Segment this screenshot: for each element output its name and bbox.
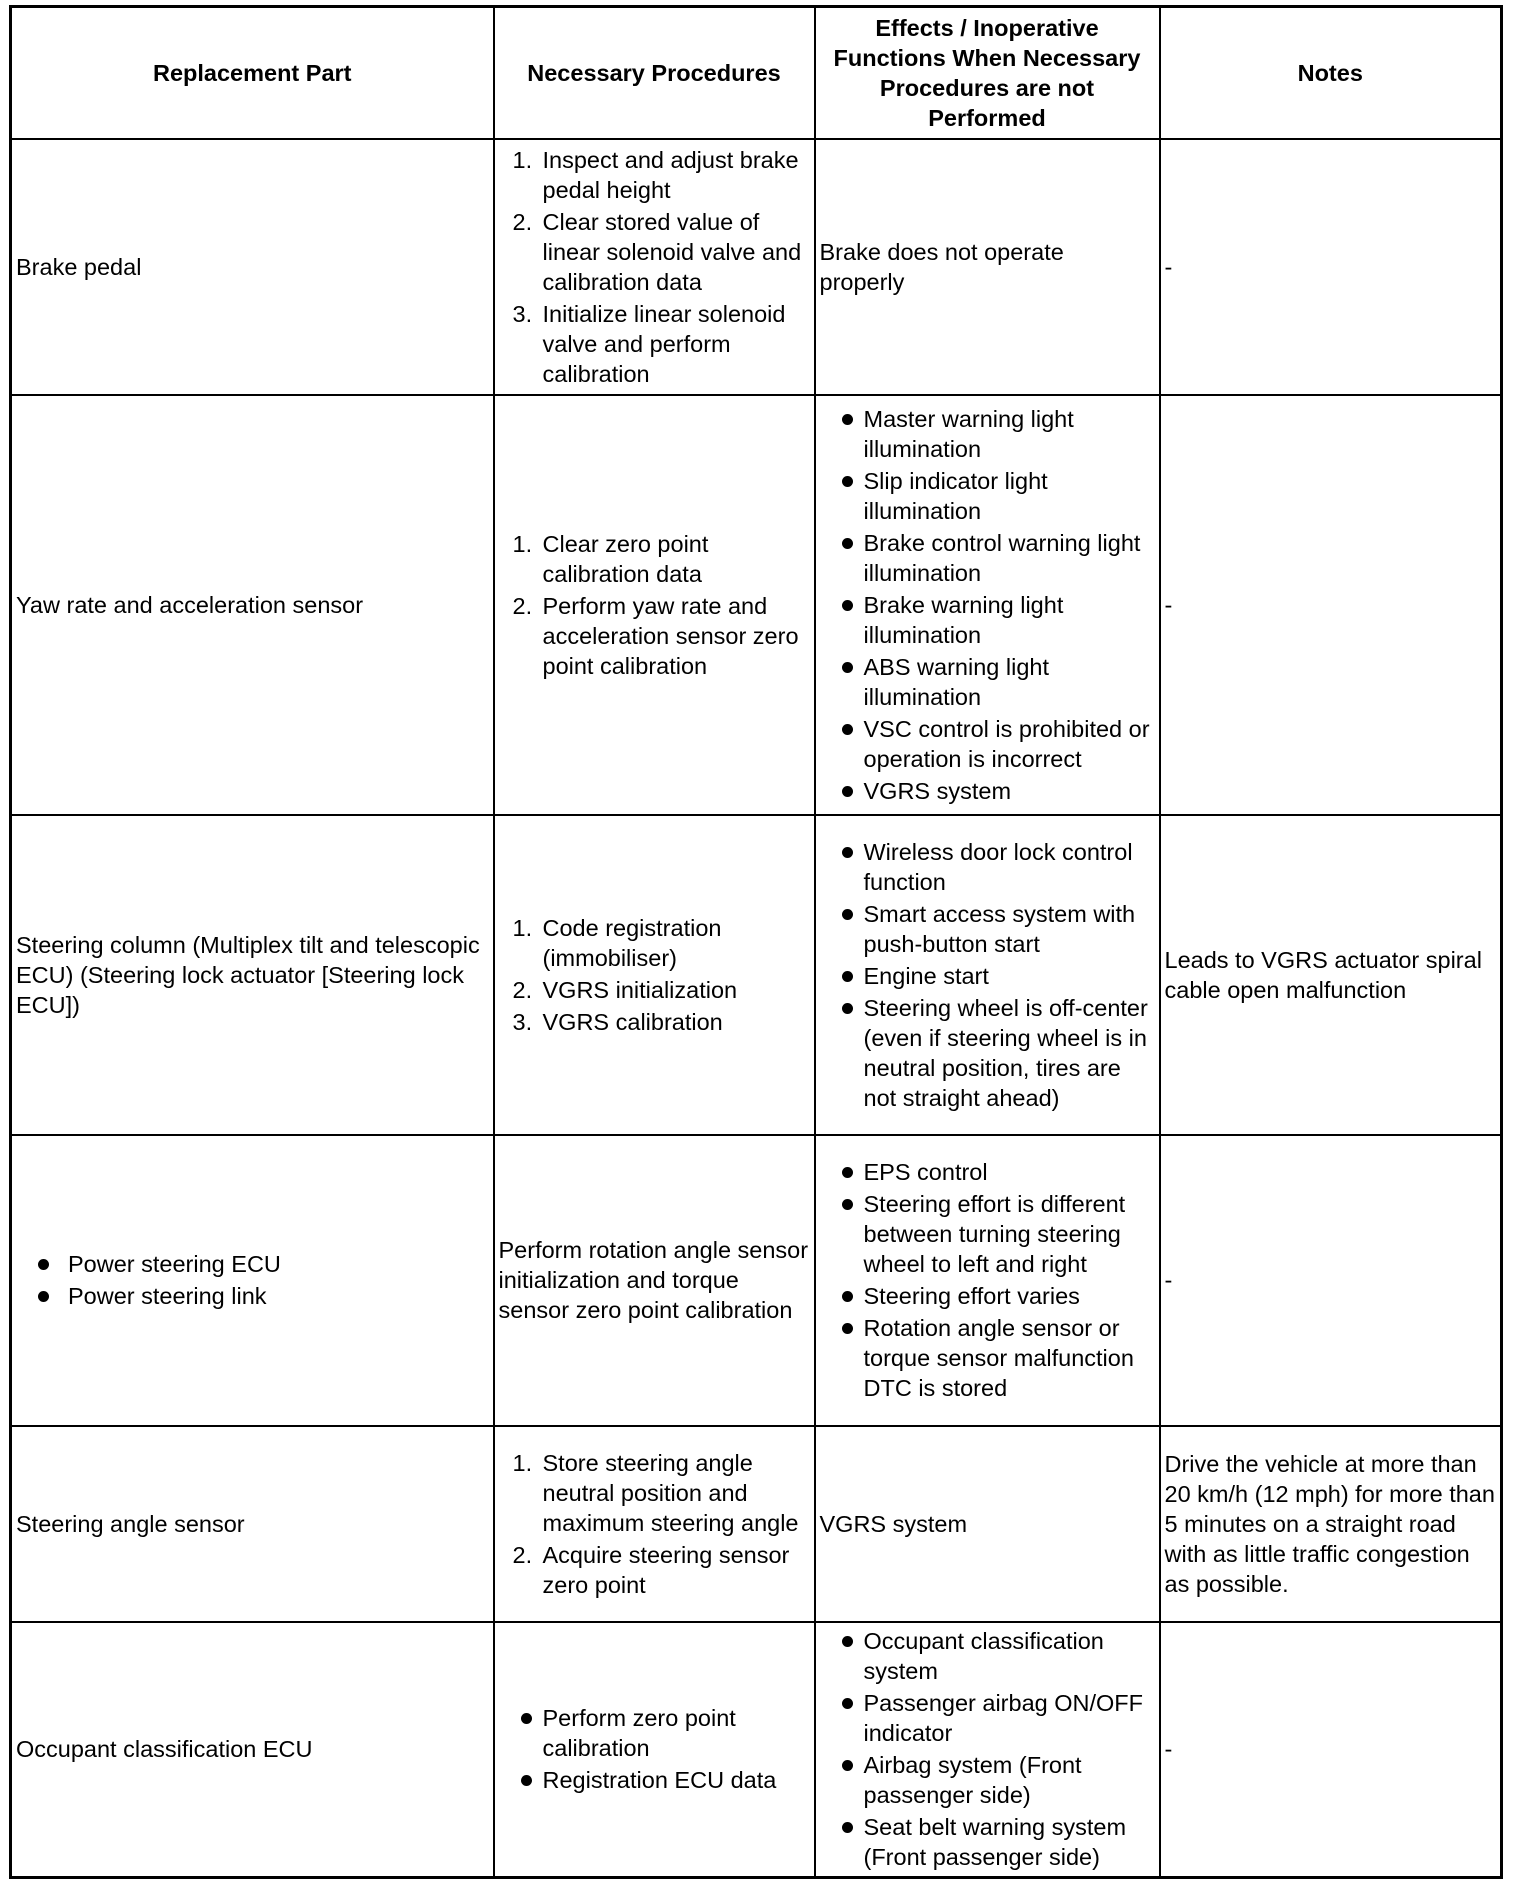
table-row bbox=[11, 139, 1502, 395]
list-item: Smart access system with push-button start bbox=[820, 899, 1155, 959]
list-item: VSC control is prohibited or operation is incorrect bbox=[820, 714, 1155, 774]
effects-list bbox=[820, 1626, 1155, 1872]
list-item: EPS control bbox=[820, 1157, 1155, 1187]
list-item: Power steering link bbox=[16, 1281, 489, 1311]
cell-notes: - bbox=[1160, 395, 1502, 815]
cell-notes: - bbox=[1160, 1135, 1502, 1426]
procedure-list bbox=[499, 529, 810, 681]
list-item: Occupant classification system bbox=[820, 1626, 1155, 1686]
cell-effects: VGRS system bbox=[815, 1426, 1160, 1622]
list-item: 3. VGRS calibration bbox=[512, 1008, 723, 1035]
list-item: Steering effort is different between turning steering wheel to left and right bbox=[820, 1189, 1155, 1279]
procedure-list bbox=[499, 145, 810, 389]
table-row bbox=[11, 1622, 1502, 1878]
effects-list bbox=[820, 837, 1155, 1113]
procedure-list bbox=[499, 1703, 810, 1795]
list-item: Brake warning light illumination bbox=[820, 590, 1155, 650]
header-row bbox=[11, 7, 1502, 139]
list-item: Master warning light illumination bbox=[820, 404, 1155, 464]
cell-part: Yaw rate and acceleration sensor bbox=[11, 395, 494, 815]
part-list bbox=[16, 1249, 489, 1311]
list-item: Seat belt warning system (Front passenger side) bbox=[820, 1812, 1155, 1872]
cell-effects bbox=[815, 395, 1160, 815]
list-item: Perform zero point calibration bbox=[499, 1703, 810, 1763]
list-item: Registration ECU data bbox=[499, 1765, 810, 1795]
cell-effects bbox=[815, 1622, 1160, 1878]
cell-notes: - bbox=[1160, 1622, 1502, 1878]
effects-list bbox=[820, 404, 1155, 806]
cell-procedures bbox=[494, 815, 815, 1135]
cell-procedures bbox=[494, 1622, 815, 1878]
cell-procedures bbox=[494, 139, 815, 395]
cell-part bbox=[11, 1135, 494, 1426]
list-item: 2. Clear stored value of linear solenoid valve and calibration data bbox=[512, 208, 802, 295]
procedure-list bbox=[499, 913, 810, 1037]
procedure-list bbox=[499, 1448, 810, 1600]
cell-procedures: Perform rotation angle sensor initialization and torque sensor zero point calibration bbox=[494, 1135, 815, 1426]
header-replacement-part: Replacement Part bbox=[11, 7, 494, 139]
header-notes: Notes bbox=[1160, 7, 1502, 139]
list-item: Steering effort varies bbox=[820, 1281, 1155, 1311]
cell-procedures bbox=[494, 1426, 815, 1622]
list-item: Power steering ECU bbox=[16, 1249, 489, 1279]
list-item: 2. Acquire steering sensor zero point bbox=[512, 1541, 790, 1598]
table-row bbox=[11, 1135, 1502, 1426]
list-item: 2. VGRS initialization bbox=[512, 976, 738, 1003]
list-item: Steering wheel is off-center (even if steering wheel is in neutral position, tires are not straight ahead) bbox=[820, 993, 1155, 1113]
list-item: 1. Clear zero point calibration data bbox=[512, 530, 709, 587]
procedures-table bbox=[9, 5, 1503, 1879]
cell-effects bbox=[815, 815, 1160, 1135]
list-item: Rotation angle sensor or torque sensor malfunction DTC is stored bbox=[820, 1313, 1155, 1403]
list-item: 2. Perform yaw rate and acceleration sensor zero point calibration bbox=[512, 592, 799, 679]
cell-notes: Leads to VGRS actuator spiral cable open malfunction bbox=[1160, 815, 1502, 1135]
list-item: 1. Inspect and adjust brake pedal height bbox=[512, 146, 799, 203]
cell-part: Steering column (Multiplex tilt and telescopic ECU) (Steering lock actuator [Steering lock ECU]) bbox=[11, 815, 494, 1135]
cell-part: Steering angle sensor bbox=[11, 1426, 494, 1622]
list-item: 3. Initialize linear solenoid valve and perform calibration bbox=[512, 300, 786, 387]
list-item: Passenger airbag ON/OFF indicator bbox=[820, 1688, 1155, 1748]
cell-notes: - bbox=[1160, 139, 1502, 395]
cell-effects: Brake does not operate properly bbox=[815, 139, 1160, 395]
list-item: Brake control warning light illumination bbox=[820, 528, 1155, 588]
header-necessary-procedures: Necessary Procedures bbox=[494, 7, 815, 139]
cell-procedures bbox=[494, 395, 815, 815]
effects-list bbox=[820, 1157, 1155, 1403]
header-effects: Effects / Inoperative Functions When Necessary Procedures are not Performed bbox=[815, 7, 1160, 139]
table-row bbox=[11, 1426, 1502, 1622]
list-item: Engine start bbox=[820, 961, 1155, 991]
list-item: ABS warning light illumination bbox=[820, 652, 1155, 712]
table-row bbox=[11, 395, 1502, 815]
cell-notes: Drive the vehicle at more than 20 km/h (12 mph) for more than 5 minutes on a straight road with as little traffic congestion as possible. bbox=[1160, 1426, 1502, 1622]
list-item: 1. Code registration (immobiliser) bbox=[512, 914, 722, 971]
cell-effects bbox=[815, 1135, 1160, 1426]
list-item: Airbag system (Front passenger side) bbox=[820, 1750, 1155, 1810]
list-item: 1. Store steering angle neutral position and maximum steering angle bbox=[512, 1449, 799, 1536]
cell-part: Occupant classification ECU bbox=[11, 1622, 494, 1878]
table-row bbox=[11, 815, 1502, 1135]
list-item: VGRS system bbox=[820, 776, 1155, 806]
list-item: Slip indicator light illumination bbox=[820, 466, 1155, 526]
cell-part: Brake pedal bbox=[11, 139, 494, 395]
list-item: Wireless door lock control function bbox=[820, 837, 1155, 897]
